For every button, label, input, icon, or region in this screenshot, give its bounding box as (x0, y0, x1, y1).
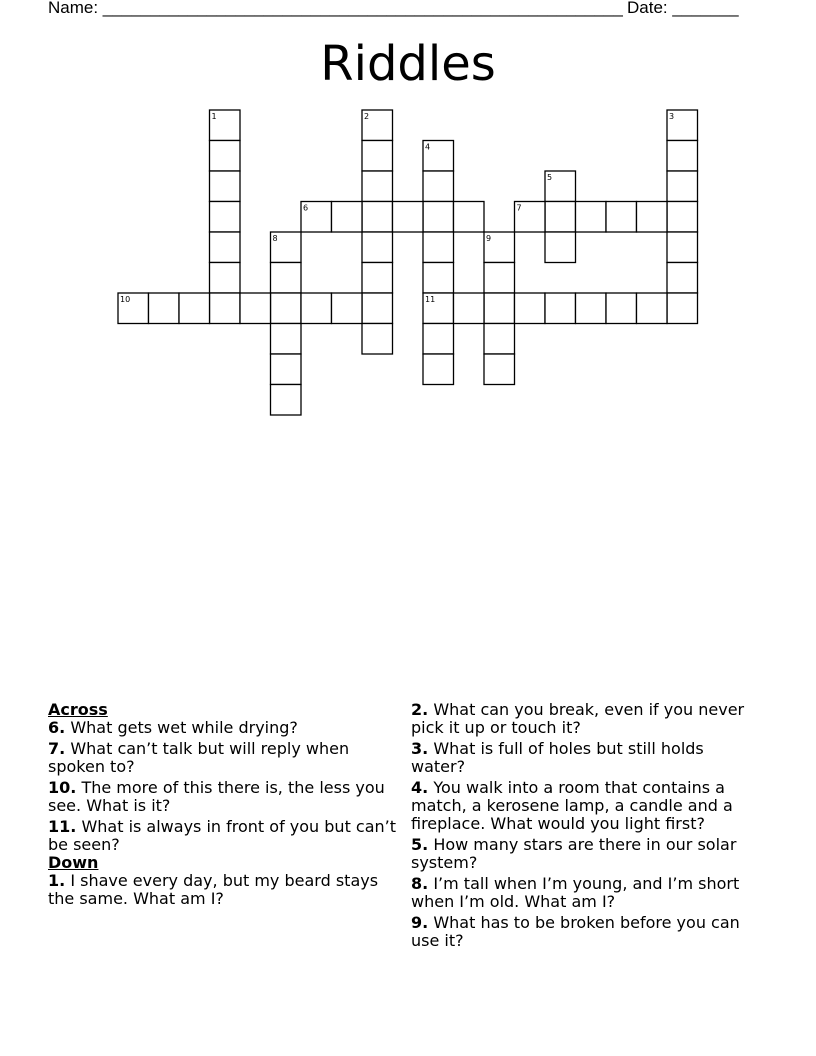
clue-text: I’m tall when I’m young, and I’m short when I’m old. What am I? (411, 874, 740, 911)
grid-cell[interactable] (301, 293, 332, 324)
clue-number: 5. (411, 835, 429, 854)
clue-number: 11. (48, 817, 77, 836)
page-title: Riddles (320, 36, 496, 92)
grid-cell[interactable] (271, 385, 302, 416)
clue-down-3 (411, 740, 761, 776)
clue-number: 4. (411, 778, 429, 797)
grid-cell[interactable] (667, 293, 698, 324)
clue-across-7 (48, 740, 400, 776)
grid-cell[interactable] (667, 141, 698, 172)
clue-text: You walk into a room that contains a match, a kerosene lamp, a candle and a fireplace. What would you light first? (411, 778, 733, 833)
clues-right-column (411, 701, 761, 953)
clues-left-column (48, 701, 400, 911)
grid-cell[interactable] (362, 141, 393, 172)
grid-cell[interactable] (484, 293, 515, 324)
clue-number: 8. (411, 874, 429, 893)
grid-cell[interactable] (179, 293, 210, 324)
cell-number: 2 (364, 112, 370, 121)
grid-cell[interactable] (576, 293, 607, 324)
cell-number: 1 (211, 112, 217, 121)
clue-text: What gets wet while drying? (70, 718, 298, 737)
clue-text: What is full of holes but still holds water? (411, 739, 704, 776)
clue-down-1 (48, 872, 400, 908)
grid-cell[interactable] (210, 202, 241, 233)
grid-cell[interactable] (362, 171, 393, 202)
grid-cell[interactable] (362, 293, 393, 324)
grid-cell[interactable] (423, 354, 454, 385)
grid-cell[interactable] (545, 202, 576, 233)
cell-number: 8 (272, 234, 278, 243)
clue-text: What has to be broken before you can use it? (411, 913, 740, 950)
grid-cell[interactable] (667, 171, 698, 202)
grid-cell[interactable] (423, 171, 454, 202)
cell-number: 3 (669, 112, 675, 121)
grid-cell[interactable] (484, 324, 515, 355)
clue-down-5 (411, 836, 761, 872)
grid-cell[interactable] (210, 293, 241, 324)
cell-number: 7 (516, 203, 522, 213)
grid-cell[interactable] (423, 232, 454, 263)
clue-number: 6. (48, 718, 66, 737)
grid-cell[interactable] (210, 171, 241, 202)
grid-cell[interactable] (454, 202, 485, 233)
name-field[interactable]: Name: _______________________________________________________ (48, 0, 623, 17)
clue-text: What can’t talk but will reply when spoken to? (48, 739, 350, 776)
clue-number: 1. (48, 871, 66, 890)
clue-text: What is always in front of you but can’t be seen? (48, 817, 397, 854)
grid-cell[interactable] (606, 202, 637, 233)
across-heading: Across (48, 700, 108, 719)
clue-text: The more of this there is, the less you see. What is it? (48, 778, 385, 815)
grid-cell[interactable] (545, 293, 576, 324)
cell-number: 10 (120, 295, 131, 304)
grid-cell[interactable] (362, 202, 393, 233)
grid-cell[interactable] (149, 293, 180, 324)
grid-cell[interactable] (423, 324, 454, 355)
clue-number: 7. (48, 739, 66, 758)
grid-cell[interactable] (362, 232, 393, 263)
cell-number: 6 (303, 203, 309, 213)
clue-down-4 (411, 779, 761, 833)
grid-cell[interactable] (271, 354, 302, 385)
grid-cell[interactable] (667, 232, 698, 263)
date-field[interactable]: Date: _______ (627, 0, 739, 17)
cell-number: 9 (486, 234, 492, 243)
grid-cell[interactable] (271, 324, 302, 355)
grid-cell[interactable] (332, 202, 363, 233)
clue-down-2 (411, 701, 761, 737)
clue-text: What can you break, even if you never pick it up or touch it? (411, 700, 745, 737)
grid-cell[interactable] (515, 293, 546, 324)
cell-number: 5 (547, 173, 553, 182)
grid-cell[interactable] (667, 263, 698, 294)
clue-number: 9. (411, 913, 429, 932)
grid-cell[interactable] (545, 232, 576, 263)
grid-cell[interactable] (210, 263, 241, 294)
grid-cell[interactable] (210, 232, 241, 263)
grid-cell[interactable] (210, 141, 241, 172)
crossword-grid (0, 0, 816, 430)
grid-cell[interactable] (637, 202, 668, 233)
grid-cell[interactable] (271, 293, 302, 324)
clue-across-11 (48, 818, 400, 854)
clue-text: How many stars are there in our solar system? (411, 835, 737, 872)
clue-across-6 (48, 719, 400, 737)
clue-text: I shave every day, but my beard stays the same. What am I? (48, 871, 379, 908)
grid-cell[interactable] (454, 293, 485, 324)
cell-number: 11 (425, 295, 436, 304)
grid-cell[interactable] (484, 354, 515, 385)
grid-cell[interactable] (637, 293, 668, 324)
grid-cell[interactable] (271, 263, 302, 294)
grid-cell[interactable] (423, 202, 454, 233)
grid-cell[interactable] (423, 263, 454, 294)
clue-number: 3. (411, 739, 429, 758)
grid-cell[interactable] (362, 263, 393, 294)
grid-cell[interactable] (667, 202, 698, 233)
clue-down-9 (411, 914, 761, 950)
grid-cell[interactable] (332, 293, 363, 324)
grid-cell[interactable] (576, 202, 607, 233)
down-heading: Down (48, 853, 99, 872)
clue-across-10 (48, 779, 400, 815)
clue-number: 10. (48, 778, 77, 797)
grid-cell[interactable] (240, 293, 271, 324)
grid-cell[interactable] (606, 293, 637, 324)
grid-cell[interactable] (362, 324, 393, 355)
clue-number: 2. (411, 700, 429, 719)
grid-cell[interactable] (484, 263, 515, 294)
grid-cell[interactable] (393, 202, 424, 233)
clue-down-8 (411, 875, 761, 911)
cell-number: 4 (425, 142, 431, 152)
